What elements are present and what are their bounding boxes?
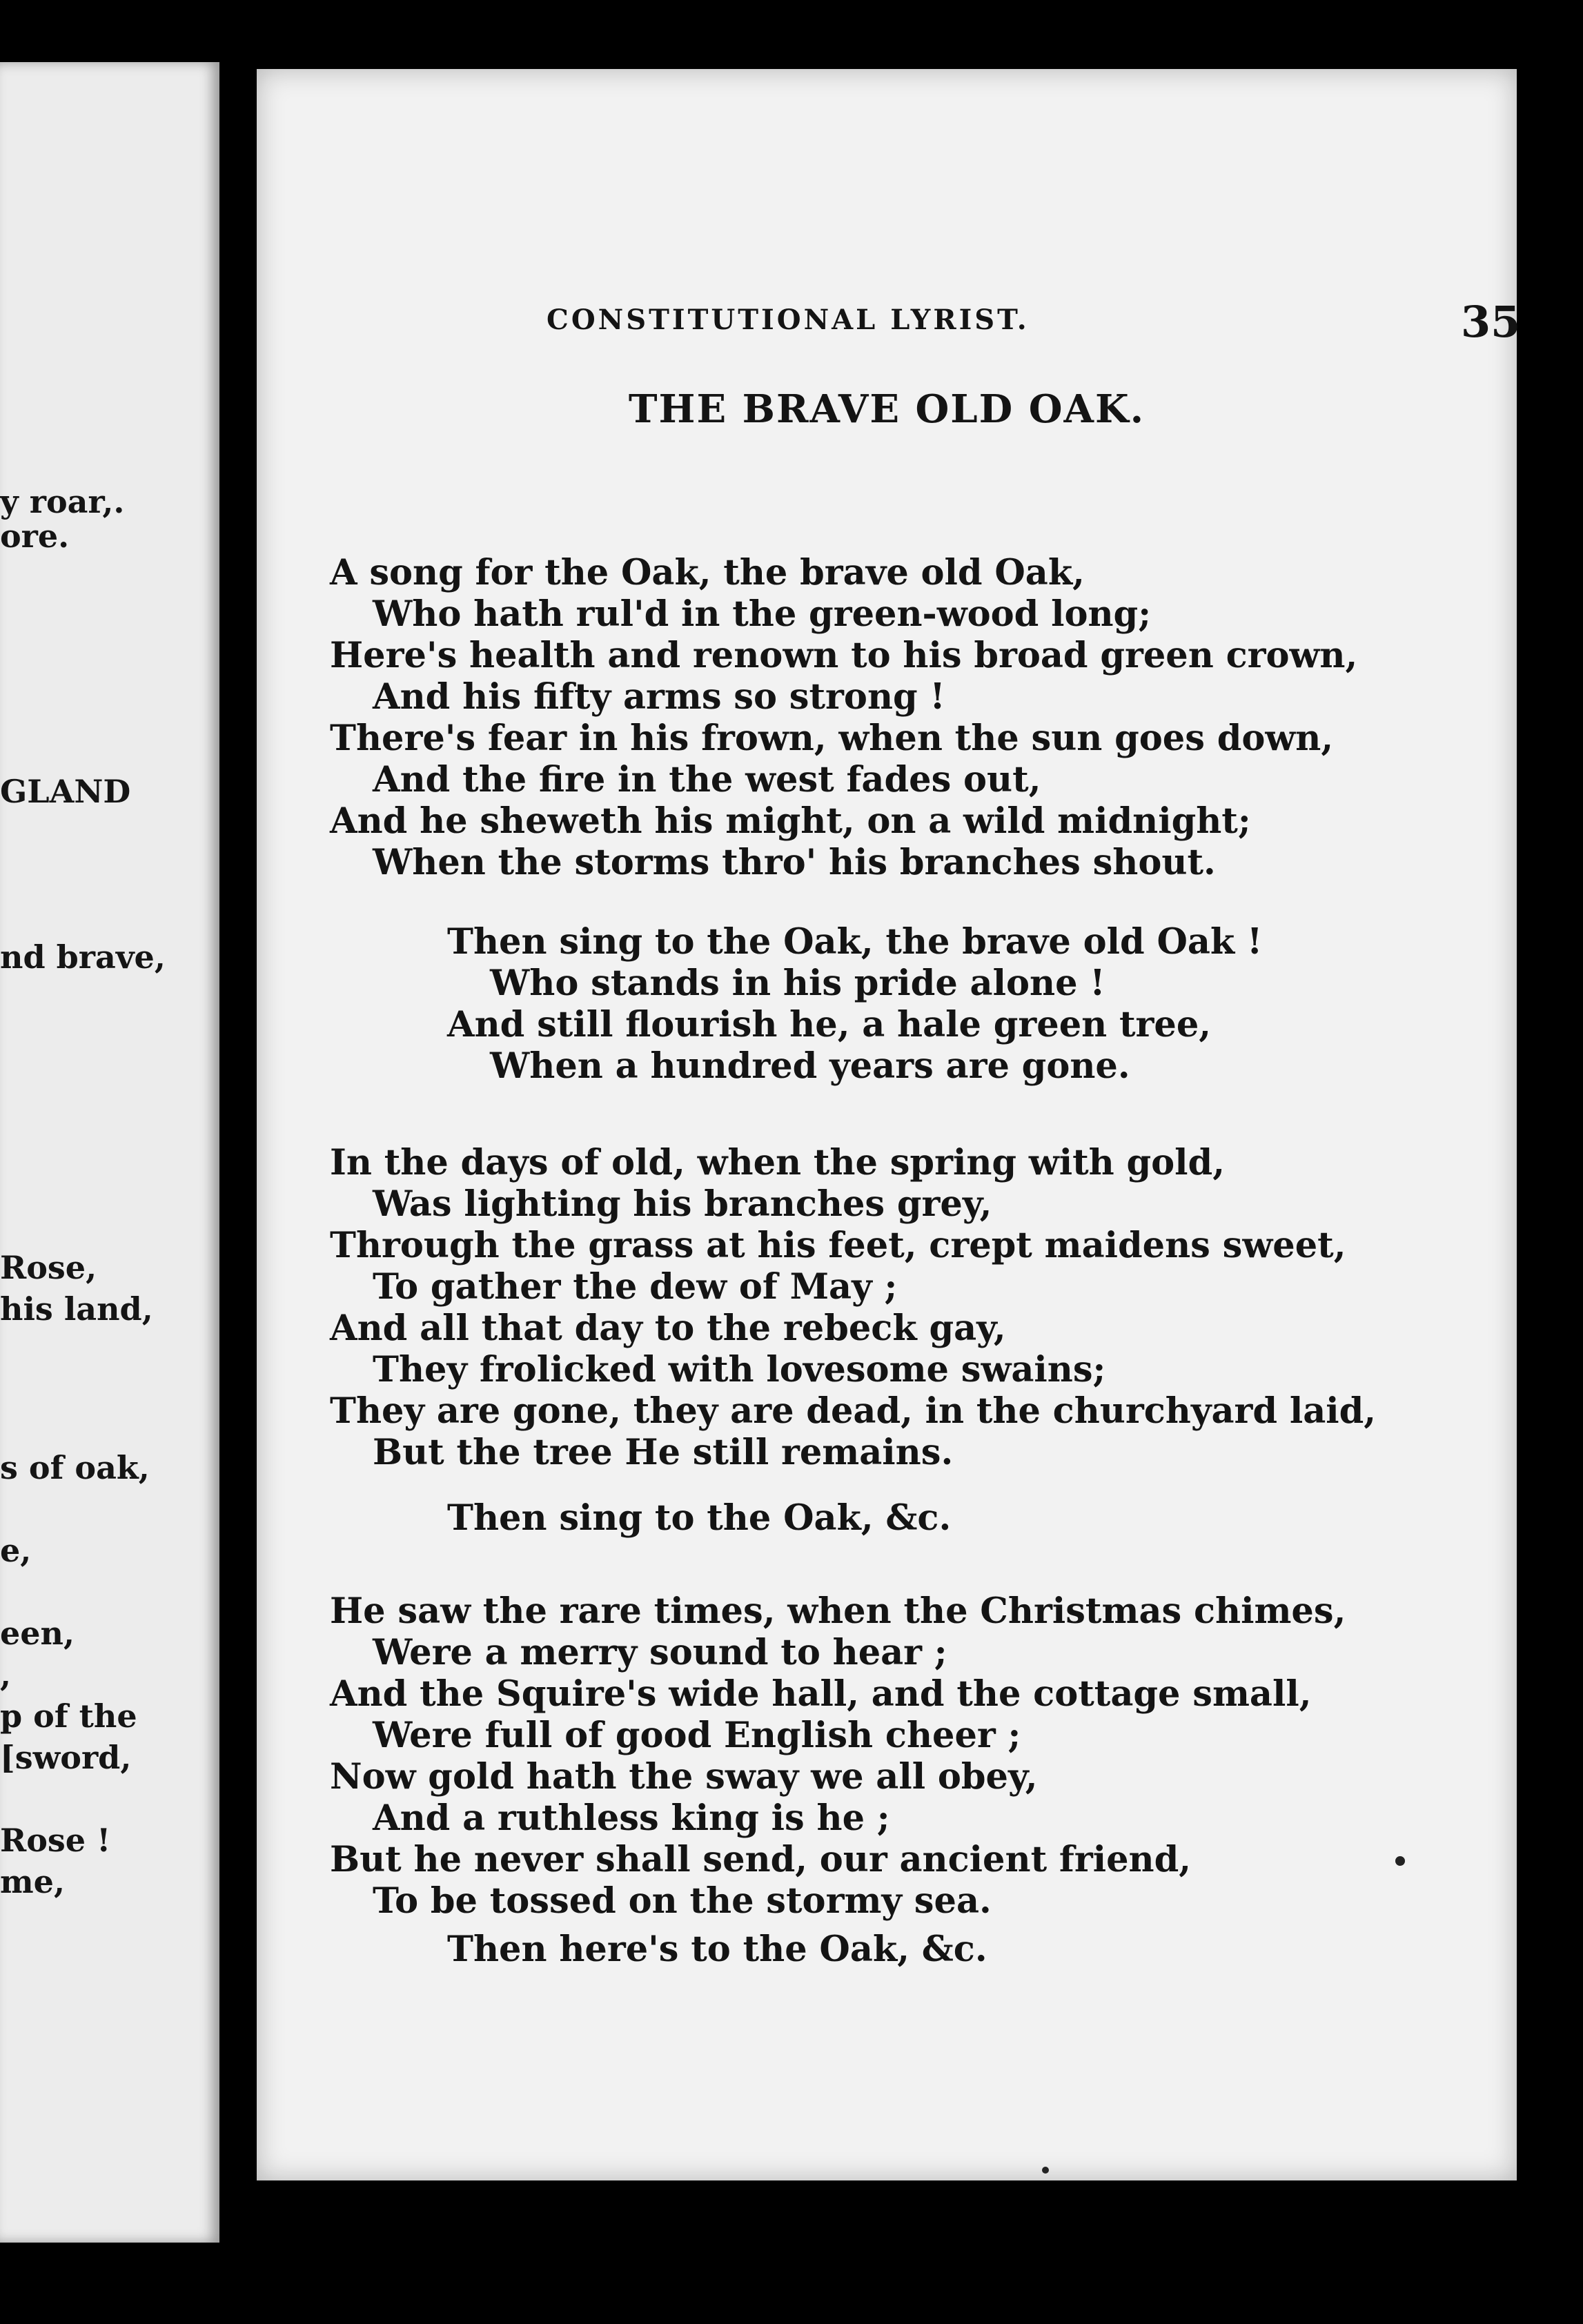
fragment-line: y roar,. xyxy=(0,483,125,520)
book-page xyxy=(257,69,1521,2180)
verse-line: And the Squire's wide hall, and the cottage small, xyxy=(330,1673,1312,1715)
chorus-line: When a hundred years are gone. xyxy=(490,1045,1130,1087)
ink-speck xyxy=(1395,1856,1405,1866)
verse-line: They are gone, they are dead, in the churchyard laid, xyxy=(330,1390,1377,1432)
fragment-line: e, xyxy=(0,1532,32,1569)
chorus-line: Who stands in his pride alone ! xyxy=(490,963,1105,1004)
fragment-line: me, xyxy=(0,1863,65,1900)
fragment-line: Rose, xyxy=(0,1249,97,1286)
fragment-line: , xyxy=(0,1656,12,1693)
chorus-line: Then sing to the Oak, the brave old Oak ! xyxy=(447,921,1263,963)
verse-line: There's fear in his frown, when the sun goes down, xyxy=(330,718,1334,759)
verse-line: And the fire in the west fades out, xyxy=(373,759,1041,800)
verse-line: A song for the Oak, the brave old Oak, xyxy=(330,552,1085,593)
running-head: CONSTITUTIONAL LYRIST. xyxy=(547,304,1030,336)
chorus-line: And still flourish he, a hale green tree, xyxy=(447,1004,1212,1045)
adjacent-page-fragment xyxy=(0,62,219,2243)
verse-line: To gather the dew of May ; xyxy=(373,1266,898,1308)
fragment-line: his land, xyxy=(0,1290,153,1328)
verse-line: He saw the rare times, when the Christmas chimes, xyxy=(330,1591,1346,1632)
verse-line: In the days of old, when the spring with gold, xyxy=(330,1142,1225,1183)
page-header xyxy=(547,297,1521,352)
ink-speck xyxy=(1042,2167,1049,2174)
fragment-line: p of the xyxy=(0,1697,137,1735)
refrain-line: Then here's to the Oak, &c. xyxy=(447,1929,987,1970)
fragment-line: GLAND xyxy=(0,773,131,810)
fragment-line: ore. xyxy=(0,518,70,555)
verse-line: Who hath rul'd in the green-wood long; xyxy=(373,593,1152,635)
refrain-line: Then sing to the Oak, &c. xyxy=(447,1497,952,1539)
fragment-line: [sword, xyxy=(0,1739,132,1776)
verse-line: They frolicked with lovesome swains; xyxy=(373,1349,1106,1390)
verse-line: And all that day to the rebeck gay, xyxy=(330,1308,1006,1349)
fragment-line: Rose ! xyxy=(0,1822,111,1859)
verse-line: Here's health and renown to his broad green crown, xyxy=(330,635,1358,676)
verse-line: When the storms thro' his branches shout. xyxy=(373,842,1216,883)
verse-line: And he sheweth his might, on a wild midnight; xyxy=(330,800,1251,842)
verse-line: Was lighting his branches grey, xyxy=(373,1183,992,1225)
verse-line: Were a merry sound to hear ; xyxy=(373,1632,947,1673)
verse-line: And his fifty arms so strong ! xyxy=(373,676,945,718)
fragment-line: s of oak, xyxy=(0,1449,150,1486)
poem-title: THE BRAVE OLD OAK. xyxy=(628,386,1146,432)
verse-line: But the tree He still remains. xyxy=(373,1432,954,1473)
verse-line: Now gold hath the sway we all obey, xyxy=(330,1756,1038,1798)
verse-line: And a ruthless king is he ; xyxy=(373,1798,890,1839)
fragment-line: nd brave, xyxy=(0,938,166,976)
verse-line: Through the grass at his feet, crept maidens sweet, xyxy=(330,1225,1346,1266)
verse-line: But he never shall send, our ancient friend, xyxy=(330,1839,1192,1880)
verse-line: To be tossed on the stormy sea. xyxy=(373,1880,992,1922)
verse-line: Were full of good English cheer ; xyxy=(373,1715,1021,1756)
fragment-line: een, xyxy=(0,1615,75,1652)
page-number: 35 xyxy=(1461,297,1521,347)
